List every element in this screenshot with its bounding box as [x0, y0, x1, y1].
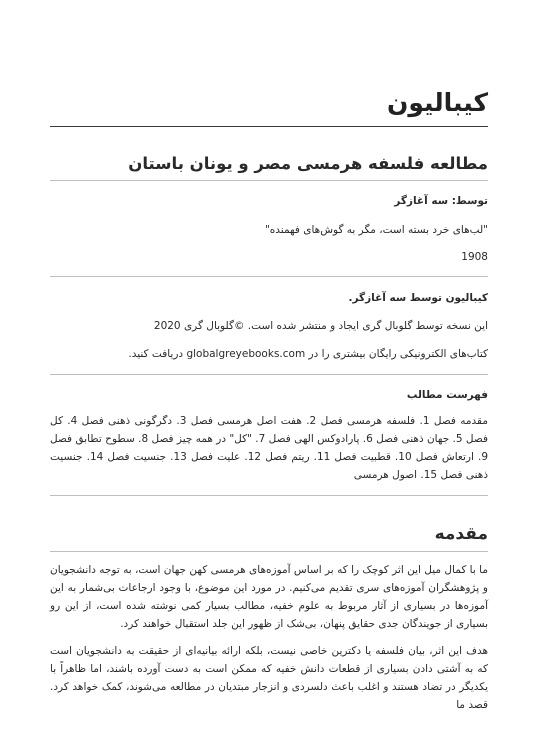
intro-heading: مقدمه	[434, 524, 488, 544]
intro-divider	[50, 551, 488, 552]
section-divider	[50, 276, 488, 277]
ebooks-note: کتاب‌های الکترونیکی رایگان بیشتری را در globalgreyebooks.com دریافت کنید.	[128, 348, 488, 360]
epigraph-quote: "لب‌های خرد بسته است، مگر به گوش‌های فهمنده"	[264, 224, 488, 236]
publication-year: 1908	[461, 251, 488, 263]
toc-heading: فهرست مطالب	[406, 389, 488, 401]
author-line: توسط: سه آغازگر	[394, 195, 488, 207]
title-divider	[50, 126, 488, 127]
section-divider	[50, 374, 488, 375]
edition-heading: کیبالیون توسط سه آغازگر.	[348, 292, 488, 304]
book-title: کیبالیون	[387, 88, 488, 117]
intro-paragraph-2: هدف این اثر، بیان فلسفه یا دکترین خاصی نیست، بلکه ارائه بیانیه‌ای از حقیقت به دانشجویان است که به آشتی دادن بسیاری از قطعات دانش خفیه که ممکن است به دست آورده باشند، اما ظاهراً با یکدیگر در تضاد هستند و اغلب باعث دلسردی و انزجار مبتدیان در مطالعه می‌شوند، کمک خواهد کرد. قصد ما	[50, 645, 488, 711]
subtitle-divider	[50, 180, 488, 181]
toc-text: مقدمه فصل 1. فلسفه هرمسی فصل 2. هفت اصل هرمسی فصل 3. دگرگونی ذهنی فصل 4. کل فصل 5. جهان ذهنی فصل 6. پارادوکس الهی فصل 7. "کل" در همه چیز فصل 8. سطوح تطابق فصل 9. ارتعاش فصل 10. قطبیت فصل 11. ریتم فصل 12. علیت فصل 13. جنسیت فصل 14. جنسیت ذهنی فصل 15. اصول هرمسی	[50, 415, 489, 481]
book-subtitle: مطالعه فلسفه هرمسی مصر و یونان باستان	[128, 154, 488, 173]
section-divider	[50, 495, 488, 496]
intro-paragraph-1: ما با کمال میل این اثر کوچک را که بر اساس آموزه‌های هرمسی کهن جهان است، به توجه دانشجویان و پژوهشگران آموزه‌های سری تقدیم می‌کنیم. در مورد این موضوع، با وجود ارجاعات بی‌شمار به این آموزه‌ها در بسیاری از آثار مربوط به علوم خفیه، مطالب بسیار کمی نوشته شده است، از این رو بسیاری از جویندگان جدی حقایق پنهان، بی‌شک از ظهور این جلد استقبال خواهند کرد.	[50, 564, 488, 630]
copyright-note: این نسخه توسط گلوبال گری ایجاد و منتشر شده است. ©گلوبال گری 2020	[153, 320, 488, 332]
